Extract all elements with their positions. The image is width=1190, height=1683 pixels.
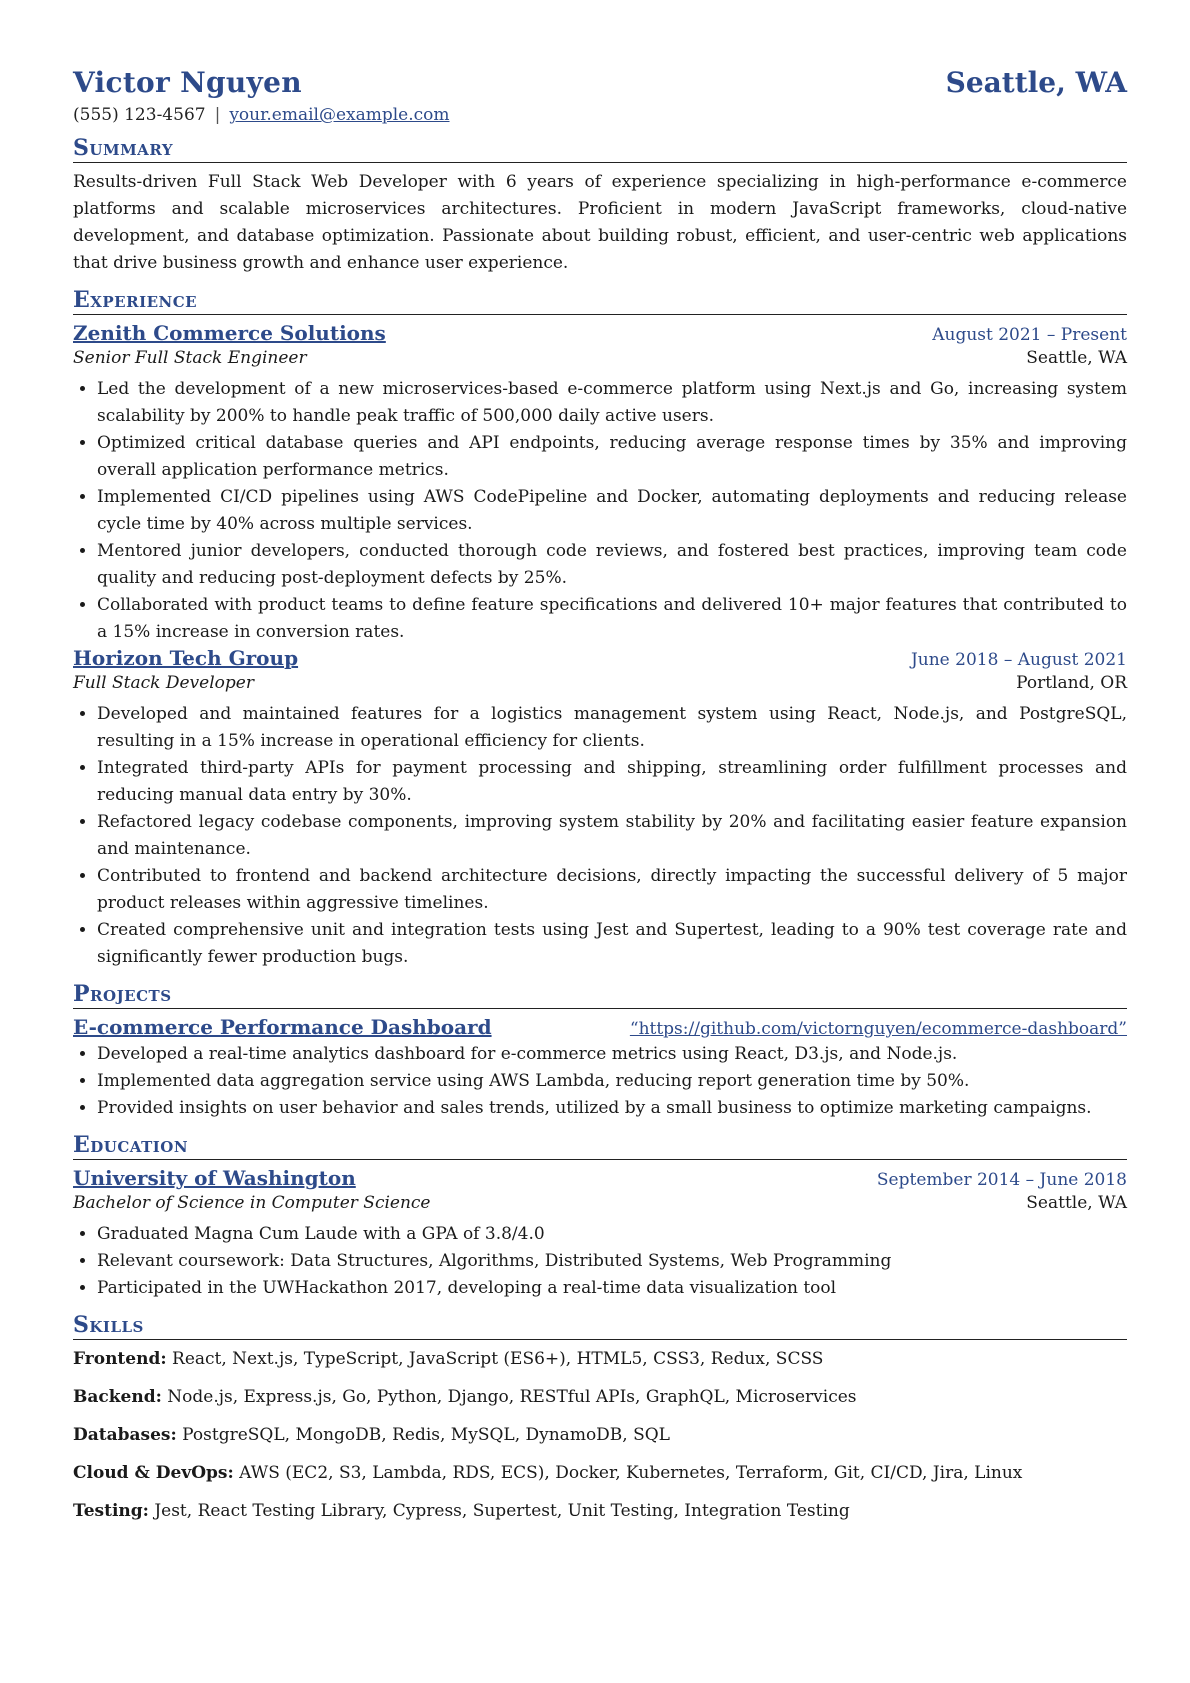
resume-header [73, 0, 1127, 99]
contact-line [73, 105, 1127, 125]
list-item: • Implemented CI/CD pipelines using AWS CodePipeline and Docker, automating deployments and reducing release cycle time by 40% across multiple services. [97, 484, 1127, 538]
skill-label: Testing: [73, 1501, 149, 1521]
list-item: • Developed and maintained features for a logistics management system using React, Node.js, and PostgreSQL, resulting in a 15% increase in operational efficiency for clients. [97, 701, 1127, 755]
project-url-link[interactable]: “https://github.com/victornguyen/ecommerce-dashboard” [629, 1019, 1127, 1039]
email-link[interactable]: your.email@example.com [229, 105, 450, 125]
education-entry [73, 1166, 1127, 1302]
summary-text: Results-driven Full Stack Web Developer with 6 years of experience specializing in high-performance e-commerce platforms and scalable microservices architectures. Proficient in modern JavaScript frameworks, cloud-native development, and database optimization. Passionate about building robust, efficient, and user-centric web applications that drive business growth and enhance user experience. [73, 172, 1127, 273]
skill-value: PostgreSQL, MongoDB, Redis, MySQL, DynamoDB, SQL [182, 1425, 670, 1445]
list-item: • Optimized critical database queries and API endpoints, reducing average response times by 35% and improving overall application performance metrics. [97, 430, 1127, 484]
list-item: • Created comprehensive unit and integration tests using Jest and Supertest, leading to a 90% test coverage rate and significantly fewer production bugs. [97, 917, 1127, 971]
list-item: • Mentored junior developers, conducted thorough code reviews, and fostered best practices, improving team code quality and reducing post-deployment defects by 25%. [97, 538, 1127, 592]
list-item: • Participated in the UWHackathon 2017, developing a real-time data visualization tool [97, 1275, 1127, 1302]
skills-heading: Skills [73, 1312, 1127, 1340]
candidate-name: Victor Nguyen [73, 66, 302, 99]
education-dates: September 2014 – June 2018 [876, 1170, 1127, 1190]
experience-heading: Experience [73, 287, 1127, 315]
skill-label: Databases: [73, 1425, 177, 1445]
skill-value: Jest, React Testing Library, Cypress, Supertest, Unit Testing, Integration Testing [154, 1501, 850, 1521]
list-item: • Collaborated with product teams to define feature specifications and delivered 10+ major features that contributed to a 15% increase in conversion rates. [97, 592, 1127, 646]
skill-row-cloud-devops [73, 1460, 1127, 1487]
skill-row-databases [73, 1422, 1127, 1449]
skill-label: Cloud & DevOps: [73, 1463, 234, 1483]
project-title-link[interactable]: E-commerce Performance Dashboard [73, 1015, 492, 1039]
school-link[interactable]: University of Washington [73, 1166, 356, 1190]
summary-heading: Summary [73, 135, 1127, 163]
experience-entry [73, 321, 1127, 646]
experience-entry [73, 646, 1127, 971]
candidate-location: Seattle, WA [945, 66, 1127, 99]
list-item: • Developed a real-time analytics dashboard for e-commerce metrics using React, D3.js, and Node.js. [97, 1041, 1127, 1068]
skill-label: Backend: [73, 1387, 162, 1407]
skills-list [73, 1346, 1127, 1525]
list-item: • Provided insights on user behavior and sales trends, utilized by a small business to optimize marketing campaigns. [97, 1095, 1127, 1122]
education-bullets [73, 1221, 1127, 1302]
company-link[interactable]: Horizon Tech Group [73, 646, 299, 670]
contact-separator: | [214, 105, 221, 125]
skill-label: Frontend: [73, 1349, 167, 1369]
project-bullets [73, 1041, 1127, 1122]
skill-row-backend [73, 1384, 1127, 1411]
list-item: • Led the development of a new microservices-based e-commerce platform using Next.js and Go, increasing system scalability by 200% to handle peak traffic of 500,000 daily active users. [97, 376, 1127, 430]
skill-row-frontend [73, 1346, 1127, 1373]
list-item: • Refactored legacy codebase components, improving system stability by 20% and facilitating easier feature expansion and maintenance. [97, 809, 1127, 863]
job-title: Full Stack Developer [73, 673, 254, 693]
job-dates: June 2018 – August 2021 [910, 650, 1127, 670]
list-item: • Graduated Magna Cum Laude with a GPA of 3.8/4.0 [97, 1221, 1127, 1248]
list-item: • Contributed to frontend and backend architecture decisions, directly impacting the successful delivery of 5 major product releases within aggressive timelines. [97, 863, 1127, 917]
list-item: • Integrated third-party APIs for payment processing and shipping, streamlining order fulfillment processes and reducing manual data entry by 30%. [97, 755, 1127, 809]
company-link[interactable]: Zenith Commerce Solutions [73, 321, 386, 345]
job-location: Portland, OR [1016, 673, 1127, 693]
job-bullets [73, 701, 1127, 971]
list-item: • Relevant coursework: Data Structures, Algorithms, Distributed Systems, Web Programming [97, 1248, 1127, 1275]
degree: Bachelor of Science in Computer Science [73, 1193, 431, 1213]
skill-value: AWS (EC2, S3, Lambda, RDS, ECS), Docker, Kubernetes, Terraform, Git, CI/CD, Jira, Linux [239, 1463, 1023, 1483]
projects-heading: Projects [73, 981, 1127, 1009]
list-item: • Implemented data aggregation service using AWS Lambda, reducing report generation time by 50%. [97, 1068, 1127, 1095]
project-entry [73, 1015, 1127, 1122]
skill-value: Node.js, Express.js, Go, Python, Django, RESTful APIs, GraphQL, Microservices [167, 1387, 857, 1407]
school-location: Seattle, WA [1026, 1193, 1127, 1213]
job-dates: August 2021 – Present [932, 325, 1127, 345]
skill-row-testing [73, 1498, 1127, 1525]
job-bullets [73, 376, 1127, 646]
job-title: Senior Full Stack Engineer [73, 348, 307, 368]
education-heading: Education [73, 1132, 1127, 1160]
phone-number: (555) 123-4567 [73, 105, 206, 125]
skill-value: React, Next.js, TypeScript, JavaScript (ES6+), HTML5, CSS3, Redux, SCSS [172, 1349, 824, 1369]
job-location: Seattle, WA [1026, 348, 1127, 368]
